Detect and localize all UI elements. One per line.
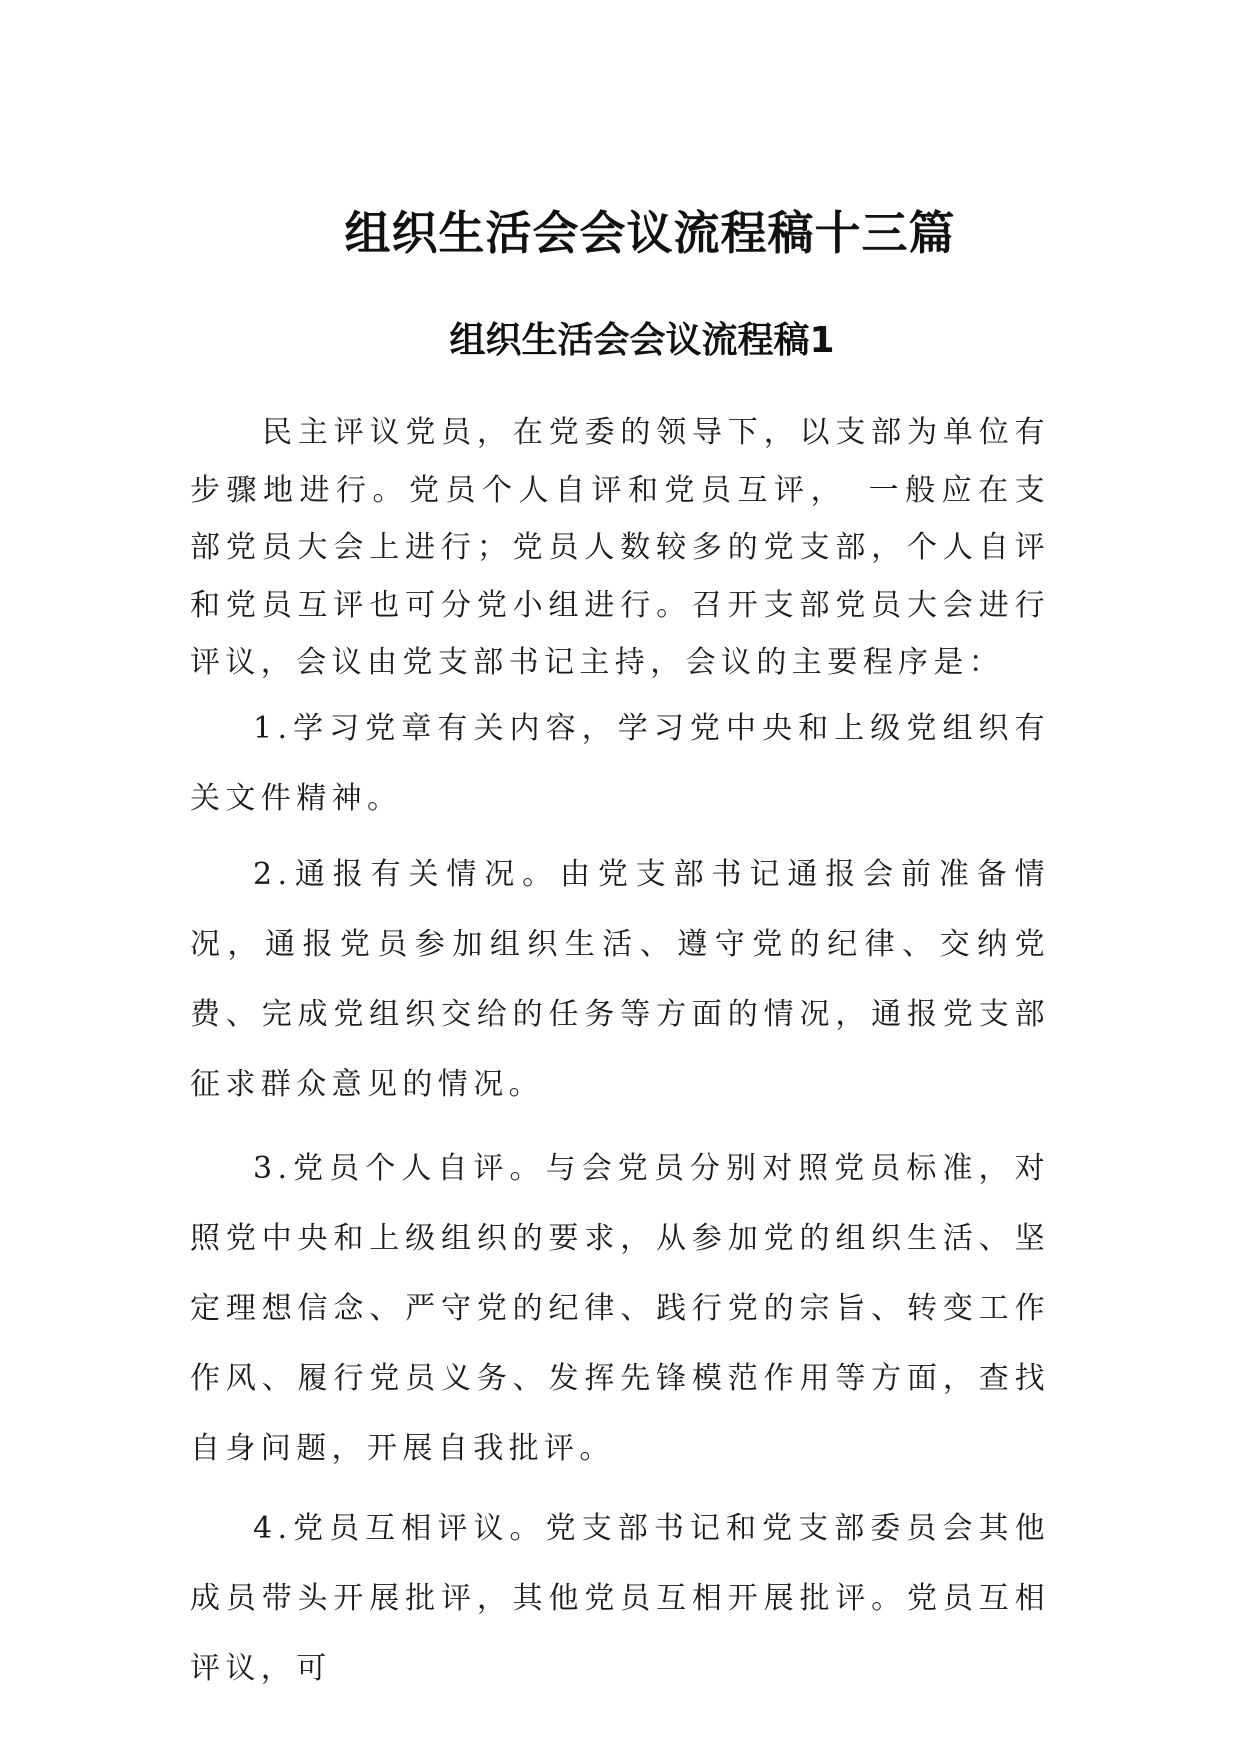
paragraph-intro: 民主评议党员，在党委的领导下，以支部为单位有步骤地进行。党员个人自评和党员互评， 一般应在支部党员大会上进行；党员人数较多的党支部，个人自评和党员互评也可分党小组进行。召开支部党员大会进行评议，会议由党支部书记主持，会议的主要程序是： — [190, 415, 1050, 680]
paragraph-item-3: 3.党员个人自评。与会党员分别对照党员标准，对照党中央和上级组织的要求，从参加党的组织生活、坚定理想信念、严守党的纪律、践行党的宗旨、转变工作作风、履行党员义务、发挥先锋模范作用等方面，查找自身问题，开展自我批评。 — [190, 1150, 1050, 1466]
document-body — [190, 404, 1050, 1704]
paragraph-item-2: 2.通报有关情况。由党支部书记通报会前准备情况，通报党员参加组织生活、遵守党的纪律、交纳党费、完成党组织交给的任务等方面的情况，通报党支部征求群众意见的情况。 — [190, 856, 1050, 1102]
document-title: 组织生活会会议流程稿十三篇 — [344, 206, 956, 260]
paragraph-item-4: 4.党员互相评议。党支部书记和党支部委员会其他成员带头开展批评，其他党员互相开展批评。党员互相评议，可 — [190, 1510, 1050, 1686]
section-heading: 组织生活会会议流程稿1 — [449, 320, 835, 361]
paragraph-item-1: 1.学习党章有关内容，学习党中央和上级党组织有关文件精神。 — [190, 710, 1050, 816]
